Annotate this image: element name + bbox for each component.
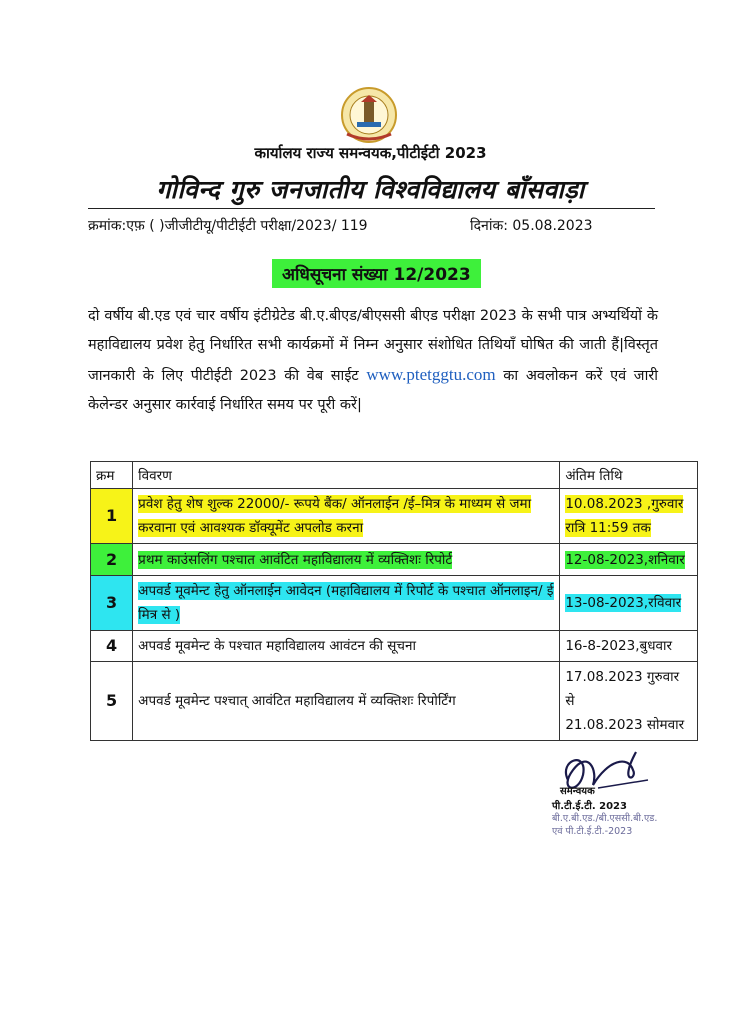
body-text-intro: दो वर्षीय बी.एड एवं चार वर्षीय इंटीग्रेटेड बी.ए.बीएड/बीएससी बीएड परीक्षा 2023 के सभी पात्र अभ्यर्थियों के महाविद्यालय प्रवेश हेतु निर्धारित सभी कार्यक्रमों में निम्न अनुसार संशोधित तिथियाँ घोषित की जाती हैं|विस्तृत जानकारी के लिए पीटीईटी 2023 की वेब साईट xyxy=(88,308,658,384)
row-date-line1: 10.08.2023 ,गुरुवार xyxy=(565,496,684,512)
table-row xyxy=(91,662,698,741)
row-num: 5 xyxy=(91,662,133,741)
row-desc-text: अपवर्ड मूवमेन्ट हेतु ऑनलाईन आवेदन (महाविद्यालय में रिपोर्ट के पश्चात ऑनलाइन/ ई मित्र से ) xyxy=(138,583,554,623)
row-desc xyxy=(133,489,560,544)
row-date xyxy=(560,662,698,741)
row-num: 2 xyxy=(91,544,133,576)
row-date-line1: 13-08-2023,रविवार xyxy=(565,595,682,611)
body-text-outro: का अवलोकन करें एवं जारी केलेन्डर अनुसार कार्रवाई निर्धारित समय पर पूरी करें| xyxy=(88,368,659,413)
table-row xyxy=(91,631,698,662)
table-row xyxy=(91,576,698,631)
row-num: 4 xyxy=(91,631,133,662)
stamp-line-2: एवं पी.टी.ई.टी.-2023 xyxy=(552,826,633,837)
notification-title: अधिसूचना संख्या 12/2023 xyxy=(272,259,481,288)
header-num: क्रम xyxy=(91,462,133,489)
official-stamp xyxy=(552,812,657,838)
header-divider xyxy=(88,208,655,209)
table-row xyxy=(91,544,698,576)
table-header-row xyxy=(91,462,698,489)
signatory-title: समन्वयक xyxy=(560,786,595,797)
header-date: अंतिम तिथि xyxy=(560,462,698,489)
row-desc-text: प्रथम काउंसलिंग पश्चात आवंटित महाविद्यालय में व्यक्तिशः रिपोर्ट xyxy=(138,551,453,568)
university-title: गोविन्द गुरु जनजातीय विश्वविद्यालय बाँसवाड़ा xyxy=(156,175,585,204)
schedule-table xyxy=(90,461,698,741)
row-date-line1: 17.08.2023 गुरुवार से xyxy=(565,669,680,709)
university-emblem-icon xyxy=(333,86,405,144)
row-date-line2: रात्रि 11:59 तक xyxy=(565,520,651,536)
row-desc xyxy=(133,576,560,631)
row-desc xyxy=(133,544,560,576)
row-date xyxy=(560,489,698,544)
office-line: कार्यालय राज्य समन्वयक,पीटीईटी 2023 xyxy=(254,144,487,162)
row-date xyxy=(560,576,698,631)
row-date-line1: 12-08-2023,शनिवार xyxy=(565,551,685,568)
reference-date: दिनांक: 05.08.2023 xyxy=(470,218,593,234)
website-link[interactable]: www.ptetggtu.com xyxy=(366,365,496,384)
signatory-org: पी.टी.ई.टी. 2023 xyxy=(552,801,627,812)
row-date-line2: 21.08.2023 सोमवार xyxy=(565,717,685,733)
row-num: 1 xyxy=(91,489,133,544)
stamp-line-1: बी.ए.बी.एड./बी.एससी.बी.एड. xyxy=(552,813,658,824)
row-desc: अपवर्ड मूवमेन्ट पश्चात् आवंटित महाविद्यालय में व्यक्तिशः रिपोर्टिंग xyxy=(133,662,560,741)
header-desc: विवरण xyxy=(133,462,560,489)
row-desc: अपवर्ड मूवमेन्ट के पश्चात महाविद्यालय आवंटन की सूचना xyxy=(133,631,560,662)
reference-number: क्रमांक:एफ़ ( )जीजीटीयू/पीटीईटी परीक्षा/2023/ 119 xyxy=(88,218,368,234)
row-date xyxy=(560,544,698,576)
row-date: 16-8-2023,बुधवार xyxy=(560,631,698,662)
table-row xyxy=(91,489,698,544)
row-num: 3 xyxy=(91,576,133,631)
notification-body xyxy=(88,302,658,420)
row-desc-text: प्रवेश हेतु शेष शुल्क 22000/- रूपये बैंक/ ऑनलाईन /ई–मित्र के माध्यम से जमा करवाना एवं आवश्यक डॉक्यूमेंट अपलोड करना xyxy=(138,496,532,536)
